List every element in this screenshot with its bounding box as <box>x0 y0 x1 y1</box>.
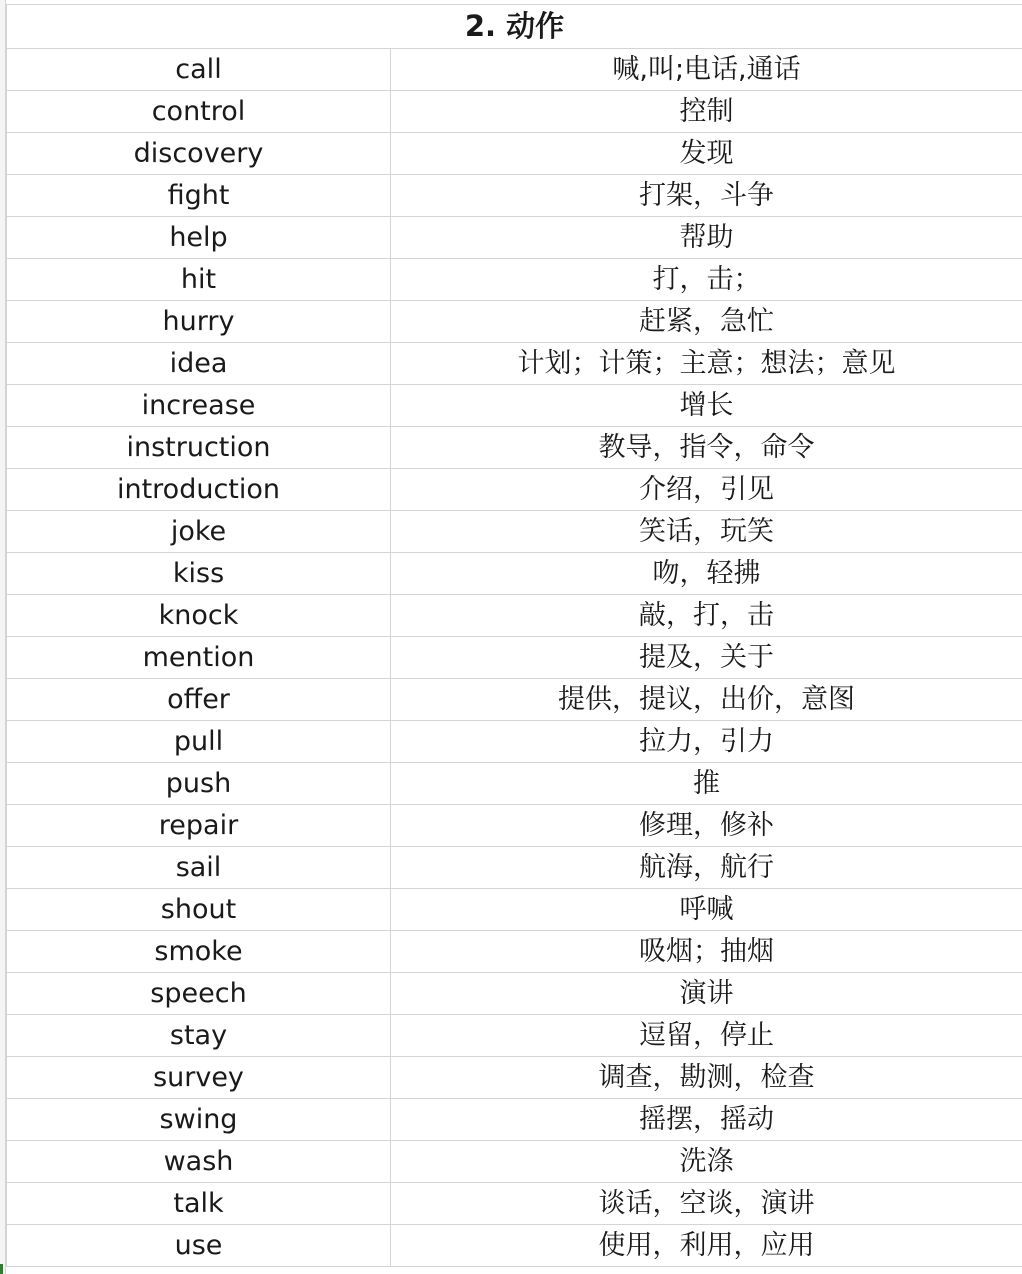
word-cell[interactable]: instruction <box>7 427 391 469</box>
meaning-cell[interactable]: 控制 <box>391 91 1022 133</box>
table-row <box>7 889 1022 931</box>
table-row <box>7 931 1022 973</box>
word-cell[interactable]: swing <box>7 1099 391 1141</box>
meaning-cell[interactable]: 提供，提议，出价，意图 <box>391 679 1022 721</box>
meaning-cell[interactable]: 推 <box>391 763 1022 805</box>
word-cell[interactable]: wash <box>7 1141 391 1183</box>
title-row <box>7 5 1022 49</box>
word-cell[interactable]: help <box>7 217 391 259</box>
word-cell[interactable]: idea <box>7 343 391 385</box>
table-row <box>7 1225 1022 1267</box>
word-cell[interactable]: joke <box>7 511 391 553</box>
word-cell[interactable]: kiss <box>7 553 391 595</box>
word-cell[interactable]: discovery <box>7 133 391 175</box>
vocabulary-table-body <box>7 5 1022 1267</box>
word-cell[interactable]: introduction <box>7 469 391 511</box>
table-row <box>7 1099 1022 1141</box>
table-row <box>7 847 1022 889</box>
table-row <box>7 1015 1022 1057</box>
meaning-cell[interactable]: 打架，斗争 <box>391 175 1022 217</box>
meaning-cell[interactable]: 摇摆，摇动 <box>391 1099 1022 1141</box>
meaning-cell[interactable]: 喊,叫;电话,通话 <box>391 49 1022 91</box>
word-cell[interactable]: push <box>7 763 391 805</box>
meaning-cell[interactable]: 教导，指令，命令 <box>391 427 1022 469</box>
word-cell[interactable]: control <box>7 91 391 133</box>
table-row <box>7 1183 1022 1225</box>
word-cell[interactable]: shout <box>7 889 391 931</box>
meaning-cell[interactable]: 打，击； <box>391 259 1022 301</box>
word-cell[interactable]: hit <box>7 259 391 301</box>
word-cell[interactable]: mention <box>7 637 391 679</box>
word-cell[interactable]: fight <box>7 175 391 217</box>
meaning-cell[interactable]: 介绍，引见 <box>391 469 1022 511</box>
meaning-cell[interactable]: 演讲 <box>391 973 1022 1015</box>
word-cell[interactable]: offer <box>7 679 391 721</box>
word-cell[interactable]: talk <box>7 1183 391 1225</box>
word-cell[interactable]: hurry <box>7 301 391 343</box>
table-row <box>7 259 1022 301</box>
table-row <box>7 133 1022 175</box>
word-cell[interactable]: stay <box>7 1015 391 1057</box>
table-row <box>7 511 1022 553</box>
meaning-cell[interactable]: 航海，航行 <box>391 847 1022 889</box>
word-cell[interactable]: use <box>7 1225 391 1267</box>
meaning-cell[interactable]: 吸烟；抽烟 <box>391 931 1022 973</box>
meaning-cell[interactable]: 逗留，停止 <box>391 1015 1022 1057</box>
meaning-cell[interactable]: 谈话，空谈，演讲 <box>391 1183 1022 1225</box>
table-row <box>7 763 1022 805</box>
meaning-cell[interactable]: 帮助 <box>391 217 1022 259</box>
meaning-cell[interactable]: 洗涤 <box>391 1141 1022 1183</box>
table-row <box>7 595 1022 637</box>
table-row <box>7 49 1022 91</box>
vocabulary-table <box>6 4 1022 1267</box>
table-row <box>7 1057 1022 1099</box>
meaning-cell[interactable]: 发现 <box>391 133 1022 175</box>
meaning-cell[interactable]: 使用，利用，应用 <box>391 1225 1022 1267</box>
word-cell[interactable]: speech <box>7 973 391 1015</box>
table-row <box>7 91 1022 133</box>
word-cell[interactable]: knock <box>7 595 391 637</box>
word-cell[interactable]: repair <box>7 805 391 847</box>
meaning-cell[interactable]: 增长 <box>391 385 1022 427</box>
table-row <box>7 1141 1022 1183</box>
meaning-cell[interactable]: 赶紧，急忙 <box>391 301 1022 343</box>
meaning-cell[interactable]: 呼喊 <box>391 889 1022 931</box>
table-row <box>7 385 1022 427</box>
meaning-cell[interactable]: 敲，打，击 <box>391 595 1022 637</box>
word-cell[interactable]: sail <box>7 847 391 889</box>
meaning-cell[interactable]: 笑话，玩笑 <box>391 511 1022 553</box>
table-row <box>7 427 1022 469</box>
word-cell[interactable]: call <box>7 49 391 91</box>
meaning-cell[interactable]: 提及，关于 <box>391 637 1022 679</box>
table-row <box>7 301 1022 343</box>
sheet-corner-marker <box>0 1264 3 1274</box>
word-cell[interactable]: increase <box>7 385 391 427</box>
table-row <box>7 973 1022 1015</box>
word-cell[interactable]: smoke <box>7 931 391 973</box>
table-row <box>7 553 1022 595</box>
table-row <box>7 805 1022 847</box>
sheet-title[interactable]: 2. 动作 <box>7 5 1022 49</box>
table-row <box>7 469 1022 511</box>
table-row <box>7 679 1022 721</box>
meaning-cell[interactable]: 计划；计策；主意；想法；意见 <box>391 343 1022 385</box>
meaning-cell[interactable]: 修理，修补 <box>391 805 1022 847</box>
table-row <box>7 637 1022 679</box>
table-row <box>7 343 1022 385</box>
word-cell[interactable]: pull <box>7 721 391 763</box>
table-row <box>7 721 1022 763</box>
word-cell[interactable]: survey <box>7 1057 391 1099</box>
meaning-cell[interactable]: 吻，轻拂 <box>391 553 1022 595</box>
meaning-cell[interactable]: 调查，勘测，检查 <box>391 1057 1022 1099</box>
table-row <box>7 175 1022 217</box>
table-row <box>7 217 1022 259</box>
meaning-cell[interactable]: 拉力，引力 <box>391 721 1022 763</box>
